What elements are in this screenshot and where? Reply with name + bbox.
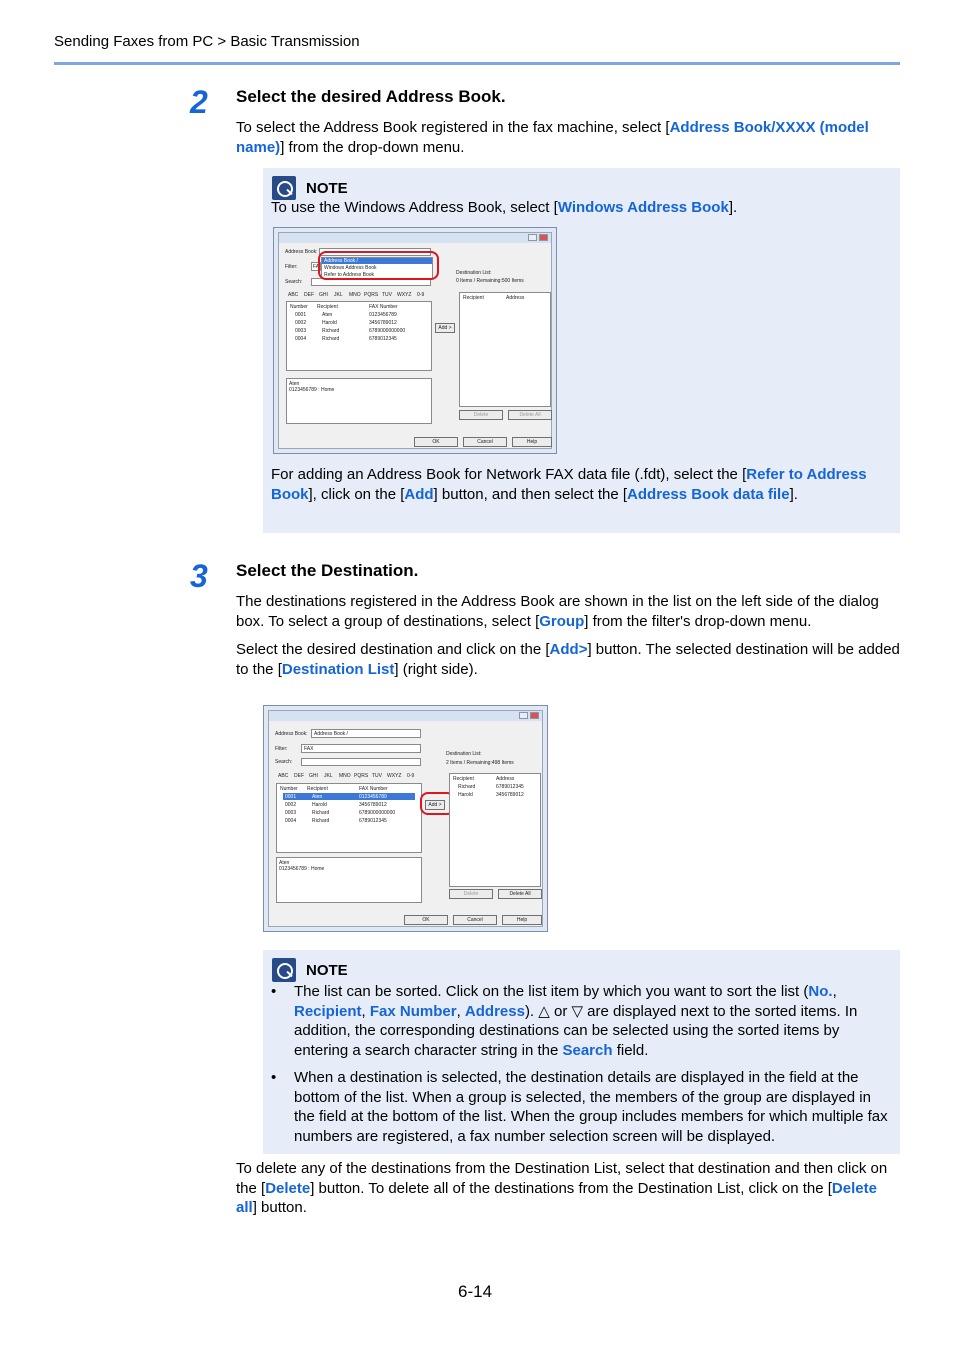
title-bar bbox=[279, 233, 551, 243]
address-book-label: Address Book: bbox=[285, 249, 318, 255]
dest-item-address: 3456789012 bbox=[496, 792, 524, 798]
page-number: 6-14 bbox=[458, 1282, 493, 1301]
search-label: Search: bbox=[285, 279, 303, 285]
step-title-2: Select the desired Address Book. bbox=[236, 87, 506, 106]
list-item-name: Richard bbox=[322, 336, 340, 342]
filter-select[interactable]: FA bbox=[313, 264, 320, 270]
tab-tuv[interactable]: TUV bbox=[372, 773, 382, 779]
help-button[interactable]: Help bbox=[502, 915, 542, 925]
close-icon bbox=[539, 234, 548, 241]
note-label: NOTE bbox=[306, 961, 348, 979]
cancel-button[interactable]: Cancel bbox=[463, 437, 507, 447]
dest-column-address[interactable]: Address bbox=[506, 295, 525, 301]
help-titlebar-icon bbox=[519, 712, 528, 719]
add-button[interactable]: Add > bbox=[425, 800, 445, 810]
dest-column-address[interactable]: Address bbox=[496, 776, 515, 782]
header-rule bbox=[54, 62, 900, 65]
search-label: Search: bbox=[275, 759, 293, 765]
ok-button[interactable]: OK bbox=[414, 437, 458, 447]
note-label: NOTE bbox=[306, 179, 348, 197]
list-item[interactable]: 0002 bbox=[285, 802, 297, 808]
search-input[interactable] bbox=[301, 758, 421, 766]
list-item-selected[interactable]: 0001 bbox=[285, 794, 297, 800]
note-header bbox=[272, 176, 348, 200]
help-titlebar-icon bbox=[528, 234, 537, 241]
dest-column-recipient[interactable]: Recipient bbox=[463, 295, 484, 301]
list-item-name: Harold bbox=[322, 320, 337, 326]
detail-line: 0123456789 : Home bbox=[289, 387, 335, 393]
tab-ghi[interactable]: GHI bbox=[319, 292, 328, 298]
delete-all-button[interactable]: Delete All bbox=[508, 410, 552, 420]
add-button[interactable]: Add > bbox=[435, 323, 455, 333]
tab-abc[interactable]: ABC bbox=[278, 773, 289, 779]
tab-jkl[interactable]: JKL bbox=[324, 773, 333, 779]
column-fax-number[interactable]: FAX Number bbox=[369, 304, 398, 310]
ok-button[interactable]: OK bbox=[404, 915, 448, 925]
detail-field bbox=[286, 378, 432, 424]
note-bullet-1: • The list can be sorted. Click on the list item by which you want to sort the list (No., Recipient, Fax Number, Address). △ or ▽ are displayed next to the sorted items. In addition, the corresponding destinations can be selected using the sorted items by entering a search character string in the Search field. bbox=[271, 983, 858, 1059]
list-item[interactable]: 0004 bbox=[295, 336, 307, 342]
list-item-name: Harold bbox=[312, 802, 327, 808]
recipient-list[interactable] bbox=[286, 301, 432, 371]
list-item[interactable]: 0002 bbox=[295, 320, 307, 326]
step-number-2: 2 bbox=[190, 84, 208, 120]
column-number[interactable]: Number bbox=[280, 786, 298, 792]
tab-tuv[interactable]: TUV bbox=[382, 292, 392, 298]
note-icon bbox=[272, 176, 296, 200]
column-recipient[interactable]: Recipient bbox=[317, 304, 338, 310]
list-item-fax: 0123456789 bbox=[369, 312, 397, 318]
list-item[interactable]: 0003 bbox=[295, 328, 307, 334]
destination-dialog-screenshot bbox=[263, 705, 548, 932]
note-bullet-2: • When a destination is selected, the destination details are displayed in the field at the bottom of the list. When a group is selected, the members of the group are displayed in the field at the bottom of the list. When the group includes members for which multiple fax numbers are registered, a fax number selection screen will be displayed. bbox=[271, 1069, 888, 1145]
dest-item[interactable]: Harold bbox=[458, 792, 473, 798]
dest-list-label: Destination List: bbox=[446, 751, 482, 757]
tab-09[interactable]: 0-9 bbox=[417, 292, 425, 298]
list-item-fax: 6789012345 bbox=[359, 818, 387, 824]
list-item-name: Aten bbox=[322, 312, 333, 318]
dropdown-option[interactable]: Address Book / bbox=[324, 258, 358, 264]
recipient-list[interactable] bbox=[276, 783, 422, 853]
detail-field bbox=[276, 857, 422, 903]
dest-item-address: 6789012345 bbox=[496, 784, 524, 790]
step3-paragraph-2: Select the desired destination and click on the [Add>] button. The selected destination will be added to the [Destination List] (right side). bbox=[236, 641, 900, 678]
delete-all-button[interactable]: Delete All bbox=[498, 889, 542, 899]
tab-wxyz[interactable]: WXYZ bbox=[397, 292, 412, 298]
list-item-fax: 3456789012 bbox=[359, 802, 387, 808]
filter-label: Filter: bbox=[275, 746, 288, 752]
delete-button[interactable]: Delete bbox=[449, 889, 493, 899]
column-recipient[interactable]: Recipient bbox=[307, 786, 328, 792]
address-book-dialog-screenshot bbox=[273, 227, 557, 454]
list-item-fax: 6789012345 bbox=[369, 336, 397, 342]
list-item-name: Richard bbox=[312, 810, 330, 816]
note-fdt-text: For adding an Address Book for Network FAX data file (.fdt), select the [Refer to Address Book], click on the [Add] button, and then select the [Address Book data file]. bbox=[271, 466, 867, 503]
step2-paragraph: To select the Address Book registered in the fax machine, select [Address Book/XXXX (model name)] from the drop-down menu. bbox=[236, 119, 869, 156]
dest-item[interactable]: Richard bbox=[458, 784, 476, 790]
dest-column-recipient[interactable]: Recipient bbox=[453, 776, 474, 782]
dest-count: 2 Items / Remaining:498 Items bbox=[446, 760, 514, 766]
step-title-3: Select the Destination. bbox=[236, 561, 419, 580]
dropdown-option[interactable]: Refer to Address Book bbox=[324, 272, 375, 278]
cancel-button[interactable]: Cancel bbox=[453, 915, 497, 925]
tab-mno[interactable]: MNO bbox=[339, 773, 351, 779]
list-item[interactable]: 0003 bbox=[285, 810, 297, 816]
tab-ghi[interactable]: GHI bbox=[309, 773, 318, 779]
tab-wxyz[interactable]: WXYZ bbox=[387, 773, 402, 779]
dropdown-option[interactable]: Windows Address Book bbox=[324, 265, 377, 271]
delete-button[interactable]: Delete bbox=[459, 410, 503, 420]
detail-line: 0123456789 : Home bbox=[279, 866, 325, 872]
destination-list[interactable] bbox=[459, 292, 551, 407]
detail-name: Aten bbox=[279, 860, 290, 866]
list-item-fax: 0123456789 bbox=[359, 794, 387, 800]
list-item[interactable]: 0004 bbox=[285, 818, 297, 824]
list-item-fax: 3456789012 bbox=[369, 320, 397, 326]
detail-name: Aten bbox=[289, 381, 300, 387]
step-number-3: 3 bbox=[190, 558, 208, 594]
tab-mno[interactable]: MNO bbox=[349, 292, 361, 298]
note-box-2 bbox=[263, 950, 900, 1154]
list-item-name: Richard bbox=[322, 328, 340, 334]
list-item-name: Richard bbox=[312, 818, 330, 824]
destination-list[interactable] bbox=[449, 773, 541, 887]
close-icon bbox=[530, 712, 539, 719]
dialog-window bbox=[278, 232, 552, 449]
list-item-fax: 6789000000000 bbox=[359, 810, 396, 816]
list-item-fax: 6789000000000 bbox=[369, 328, 406, 334]
breadcrumb: Sending Faxes from PC > Basic Transmission bbox=[54, 33, 360, 50]
tab-09[interactable]: 0-9 bbox=[407, 773, 415, 779]
tab-def[interactable]: DEF bbox=[304, 292, 314, 298]
closing-paragraph: To delete any of the destinations from the Destination List, select that destination and then click on the [Delete] button. To delete all of the destinations from the Destination List, click on the [Delete all] button. bbox=[236, 1160, 888, 1216]
title-bar bbox=[269, 711, 542, 721]
help-button[interactable]: Help bbox=[512, 437, 552, 447]
note-text: To use the Windows Address Book, select [Windows Address Book]. bbox=[271, 199, 738, 216]
dest-count: 0 Items / Remaining:500 Items bbox=[456, 278, 524, 284]
column-fax-number[interactable]: FAX Number bbox=[359, 786, 388, 792]
address-book-select[interactable]: Address Book / bbox=[311, 729, 421, 738]
tab-pqrs[interactable]: PQRS bbox=[354, 773, 369, 779]
list-item-name: Aten bbox=[312, 794, 323, 800]
step3-paragraph-1: The destinations registered in the Address Book are shown in the list on the left side of the dialog box. To select a group of destinations, select [Group] from the filter's drop-down menu. bbox=[236, 593, 879, 630]
column-number[interactable]: Number bbox=[290, 304, 308, 310]
note-icon bbox=[272, 958, 296, 982]
filter-label: Filter: bbox=[285, 264, 298, 270]
note-box-1 bbox=[263, 168, 900, 533]
filter-select[interactable]: FAX bbox=[301, 744, 421, 753]
note-header bbox=[272, 958, 348, 982]
address-book-label: Address Book: bbox=[275, 731, 308, 737]
dialog-window bbox=[268, 710, 543, 927]
tab-def[interactable]: DEF bbox=[294, 773, 304, 779]
tab-pqrs[interactable]: PQRS bbox=[364, 292, 379, 298]
highlight-ring bbox=[318, 251, 439, 280]
list-item[interactable]: 0001 bbox=[295, 312, 307, 318]
tab-jkl[interactable]: JKL bbox=[334, 292, 343, 298]
tab-abc[interactable]: ABC bbox=[288, 292, 299, 298]
dest-list-label: Destination List: bbox=[456, 270, 492, 276]
